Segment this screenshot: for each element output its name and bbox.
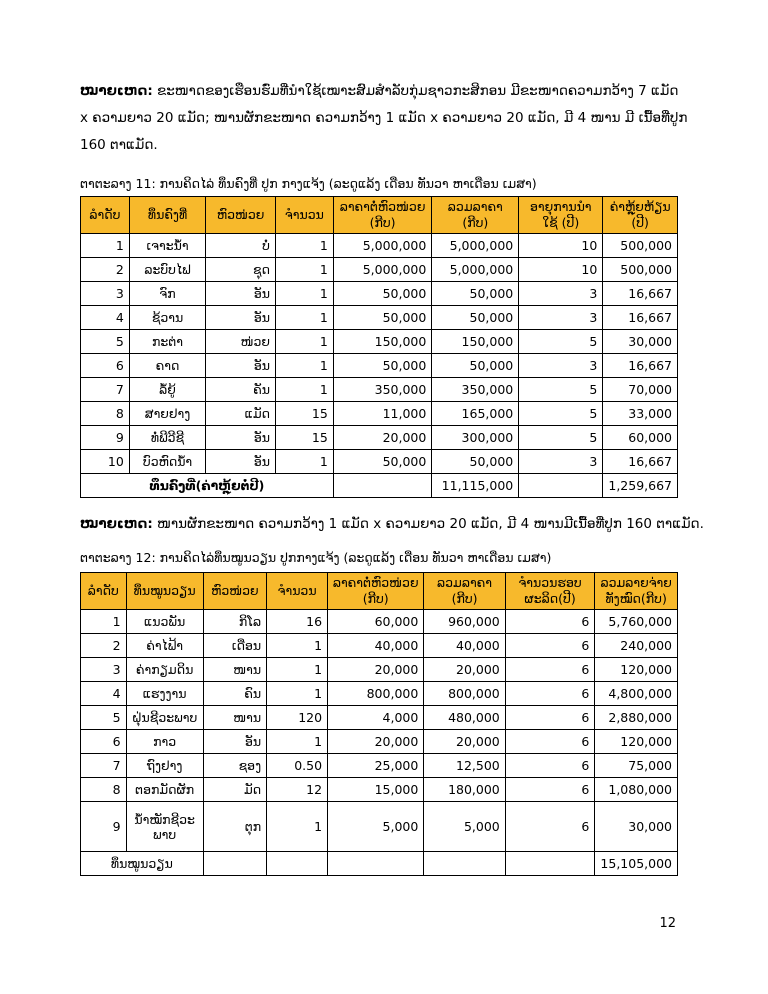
cell-years: 6 — [505, 682, 595, 706]
cell-years: 5 — [519, 426, 603, 450]
table11-caption: ຕາຕະລາງ 11: ການຄິດໄລ່ ທຶນຄົງທີ່ ປູກ ກາງແຈ້ງ (ລະດູແລ້ງ ເດືອນ ທັນວາ ຫາເດືອນ ເມສາ) — [80, 176, 537, 191]
cell-no: 9 — [81, 426, 130, 450]
cell-per-year: 120,000 — [595, 730, 678, 754]
cell-item: ຕອກມັດຜັກ — [126, 778, 203, 802]
table-row — [81, 754, 678, 778]
cell-no: 2 — [81, 634, 127, 658]
cell-qty: 1 — [275, 450, 333, 474]
cell-total: 350,000 — [432, 378, 519, 402]
cell-no: 1 — [81, 610, 127, 634]
table-row — [81, 802, 678, 852]
cell-item: ທໍ່ພີວີຊີ — [129, 426, 205, 450]
table11-header-row — [81, 197, 678, 234]
cell-qty: 1 — [267, 658, 328, 682]
header-unit-price: ລາຄາຕໍ່ຫົວໜ່ວຍ (ກີບ) — [328, 573, 424, 610]
cell-years: 6 — [505, 754, 595, 778]
cell-qty: 1 — [275, 234, 333, 258]
cell-unit-price: 50,000 — [333, 306, 432, 330]
cell-qty: 120 — [267, 706, 328, 730]
cell-per-year: 240,000 — [595, 634, 678, 658]
cell-unit: ແມັດ — [206, 402, 276, 426]
cell-total: 50,000 — [432, 450, 519, 474]
cell-per-year: 500,000 — [603, 258, 678, 282]
cell-years: 6 — [505, 730, 595, 754]
cell-years: 10 — [519, 234, 603, 258]
cell-qty: 1 — [275, 330, 333, 354]
header-total: ລວມລາຄາ (ກີບ) — [424, 573, 505, 610]
cell-qty: 1 — [267, 730, 328, 754]
note-label: ໝາຍເຫດ: — [80, 516, 153, 532]
cell-unit-price: 20,000 — [328, 730, 424, 754]
cell-years: 6 — [505, 802, 595, 852]
cell-no: 9 — [81, 802, 127, 852]
cell-qty: 1 — [275, 378, 333, 402]
header-no: ລຳດັບ — [81, 573, 127, 610]
cell-total: 180,000 — [424, 778, 505, 802]
header-unit-price: ລາຄາຕໍ່ຫົວໜ່ວຍ (ກີບ) — [333, 197, 432, 234]
cell-unit: ຄັນ — [206, 378, 276, 402]
table-row — [81, 658, 678, 682]
cell-qty: 1 — [275, 282, 333, 306]
cell-item: ຊ້ວານ — [129, 306, 205, 330]
cell-total: 150,000 — [432, 330, 519, 354]
cell-no: 8 — [81, 402, 130, 426]
cell-total: 960,000 — [424, 610, 505, 634]
cell-no: 5 — [81, 706, 127, 730]
header-qty: ຈຳນວນ — [275, 197, 333, 234]
cell-total: 50,000 — [432, 306, 519, 330]
header-item: ທຶນຄົງທີ່ — [129, 197, 205, 234]
cell-unit-price: 800,000 — [328, 682, 424, 706]
cell-per-year: 75,000 — [595, 754, 678, 778]
cell-unit-price: 350,000 — [333, 378, 432, 402]
cell-item: ຈົກ — [129, 282, 205, 306]
cell-unit-price: 20,000 — [333, 426, 432, 450]
cell-unit: ຄົນ — [203, 682, 266, 706]
table-row — [81, 730, 678, 754]
total-label: ທຶນໝູນວຽນ — [81, 852, 204, 876]
cell-years: 6 — [505, 610, 595, 634]
cell-unit: ອັນ — [206, 306, 276, 330]
cell-unit: ອັນ — [206, 426, 276, 450]
cell-total: 20,000 — [424, 730, 505, 754]
cell-no: 2 — [81, 258, 130, 282]
header-qty: ຈຳນວນ — [267, 573, 328, 610]
note-text: ໜານຜັກຂະໜາດ ຄວາມກວ້າງ 1 ແມັດ x ຄວາມຍາວ 20 ແມັດ, ມີ 4 ໜານມີເນື້ອທີ່ປູກ 160 ຕາແມັດ. — [152, 516, 704, 532]
total-row — [81, 474, 678, 498]
empty-cell — [203, 852, 266, 876]
cell-per-year: 16,667 — [603, 354, 678, 378]
cell-item: ນ້ຳໝັກຊີວະພາບ — [126, 802, 203, 852]
cell-per-year: 60,000 — [603, 426, 678, 450]
cell-total: 50,000 — [432, 354, 519, 378]
cell-total: 50,000 — [432, 282, 519, 306]
cell-unit: ໜານ — [203, 706, 266, 730]
cell-per-year: 33,000 — [603, 402, 678, 426]
cell-item: ເຈາະນ້ຳ — [129, 234, 205, 258]
table-row — [81, 282, 678, 306]
table-row — [81, 330, 678, 354]
cell-unit: ໜານ — [203, 658, 266, 682]
cell-qty: 1 — [275, 258, 333, 282]
table-row — [81, 682, 678, 706]
cell-no: 4 — [81, 682, 127, 706]
cell-item: ຄ່າກຽມດິນ — [126, 658, 203, 682]
cell-per-year: 2,880,000 — [595, 706, 678, 730]
header-unit: ຫົວໜ່ວຍ — [203, 573, 266, 610]
table-row — [81, 450, 678, 474]
table12-caption: ຕາຕະລາງ 12: ການຄິດໄລ່ທຶນໝູນວຽນ ປູກກາງແຈ້ງ (ລະດູແລ້ງ ເດືອນ ທັນວາ ຫາເດືອນ ເມສາ) — [80, 550, 552, 565]
cell-unit-price: 50,000 — [333, 282, 432, 306]
cell-qty: 1 — [267, 634, 328, 658]
cell-item: ລະບົບໄຟ — [129, 258, 205, 282]
cell-per-year: 120,000 — [595, 658, 678, 682]
cell-item: ແນວພັນ — [126, 610, 203, 634]
working-capital-table — [80, 572, 678, 876]
cell-no: 4 — [81, 306, 130, 330]
cell-per-year: 4,800,000 — [595, 682, 678, 706]
cell-no: 1 — [81, 234, 130, 258]
cell-per-year: 1,080,000 — [595, 778, 678, 802]
cell-years: 6 — [505, 658, 595, 682]
cell-no: 7 — [81, 378, 130, 402]
header-per-year: ລວມລາຍຈ່າຍ ທັງໝົດ(ກີບ) — [595, 573, 678, 610]
cell-item: ແຮງງານ — [126, 682, 203, 706]
note-label: ໝາຍເຫດ: — [80, 83, 153, 99]
cell-total: 165,000 — [432, 402, 519, 426]
total-row — [81, 852, 678, 876]
cell-years: 5 — [519, 330, 603, 354]
empty-cell — [505, 852, 595, 876]
cell-qty: 15 — [275, 426, 333, 450]
cell-item: ກາວ — [126, 730, 203, 754]
table-row — [81, 258, 678, 282]
cell-unit-price: 25,000 — [328, 754, 424, 778]
cell-qty: 15 — [275, 402, 333, 426]
cell-item: ຄ່າໄຟ້າ — [126, 634, 203, 658]
table-row — [81, 354, 678, 378]
cell-unit-price: 5,000 — [328, 802, 424, 852]
cell-no: 10 — [81, 450, 130, 474]
header-no: ລຳດັບ — [81, 197, 130, 234]
cell-no: 5 — [81, 330, 130, 354]
fixed-capital-table — [80, 196, 678, 498]
header-unit: ຫົວໜ່ວຍ — [206, 197, 276, 234]
cell-years: 3 — [519, 282, 603, 306]
table-row — [81, 234, 678, 258]
cell-unit: ຊຸດ — [206, 258, 276, 282]
cell-per-year: 16,667 — [603, 306, 678, 330]
cell-per-year: 500,000 — [603, 234, 678, 258]
cell-unit: ອັນ — [206, 450, 276, 474]
table-row — [81, 402, 678, 426]
note-text: ຂະໜາດຂອງເຮືອນຮົ່ມທີ່ນຳໃຊ້ເໝາະສົມສຳລັບກຸ່ມຊາວກະສິກອນ ມີຂະໜາດຄວາມກວ້າງ 7 ແມັດ x ຄວາມຍາວ 20 ແມັດ; ໜານຜັກຂະໜາດ ຄວາມກວ້າງ 1 ແມັດ x ຄວາມຍາວ 20 ແມັດ, ມີ 4 ໜານ ມີ ເນື້ອທີ່ປູກ 160 ຕາແມັດ. — [80, 83, 688, 153]
cell-years: 3 — [519, 450, 603, 474]
cell-qty: 1 — [267, 682, 328, 706]
empty-cell — [424, 852, 505, 876]
cell-item: ຖົງຢາງ — [126, 754, 203, 778]
cell-unit: ອັນ — [203, 730, 266, 754]
cell-per-year: 70,000 — [603, 378, 678, 402]
cell-unit: ອັນ — [206, 354, 276, 378]
cell-no: 8 — [81, 778, 127, 802]
cell-years: 10 — [519, 258, 603, 282]
table-row — [81, 634, 678, 658]
cell-years: 3 — [519, 354, 603, 378]
cell-qty: 1 — [275, 354, 333, 378]
cell-unit: ມັດ — [203, 778, 266, 802]
cell-years: 5 — [519, 402, 603, 426]
table-row — [81, 426, 678, 450]
empty-cell — [519, 474, 603, 498]
cell-years: 6 — [505, 778, 595, 802]
empty-cell — [328, 852, 424, 876]
cell-qty: 12 — [267, 778, 328, 802]
total-sum: 11,115,000 — [432, 474, 519, 498]
cell-item: ກະຕ່າ — [129, 330, 205, 354]
total-value: 15,105,000 — [595, 852, 678, 876]
cell-total: 800,000 — [424, 682, 505, 706]
cell-years: 6 — [505, 706, 595, 730]
cell-total: 12,500 — [424, 754, 505, 778]
cell-no: 3 — [81, 658, 127, 682]
empty-cell — [333, 474, 432, 498]
cell-total: 300,000 — [432, 426, 519, 450]
total-depreciation: 1,259,667 — [603, 474, 678, 498]
cell-item: ສາຍຢາງ — [129, 402, 205, 426]
empty-cell — [267, 852, 328, 876]
cell-unit: ໜ່ວຍ — [206, 330, 276, 354]
cell-item: ບົວຫົດນ້ຳ — [129, 450, 205, 474]
cell-unit-price: 5,000,000 — [333, 258, 432, 282]
cell-total: 5,000 — [424, 802, 505, 852]
cell-years: 3 — [519, 306, 603, 330]
header-item: ທຶນໝູນວຽນ — [126, 573, 203, 610]
cell-no: 6 — [81, 354, 130, 378]
cell-item: ຄາດ — [129, 354, 205, 378]
table-row — [81, 706, 678, 730]
cell-no: 6 — [81, 730, 127, 754]
cell-unit-price: 20,000 — [328, 658, 424, 682]
cell-unit-price: 50,000 — [333, 450, 432, 474]
cell-unit: ຊອງ — [203, 754, 266, 778]
cell-unit: ອັນ — [206, 282, 276, 306]
table-row — [81, 610, 678, 634]
cell-per-year: 30,000 — [595, 802, 678, 852]
cell-per-year: 16,667 — [603, 450, 678, 474]
cell-total: 40,000 — [424, 634, 505, 658]
page-number: 12 — [659, 916, 676, 931]
cell-qty: 1 — [267, 802, 328, 852]
cell-per-year: 5,760,000 — [595, 610, 678, 634]
cell-no: 7 — [81, 754, 127, 778]
cell-unit: ກິໂລ — [203, 610, 266, 634]
table-row — [81, 778, 678, 802]
note-greenhouse-size — [80, 78, 690, 159]
cell-years: 6 — [505, 634, 595, 658]
table12-header-row — [81, 573, 678, 610]
cell-unit-price: 4,000 — [328, 706, 424, 730]
cell-per-year: 30,000 — [603, 330, 678, 354]
cell-total: 5,000,000 — [432, 258, 519, 282]
cell-qty: 0.50 — [267, 754, 328, 778]
cell-unit: ຕຸກ — [203, 802, 266, 852]
cell-unit-price: 150,000 — [333, 330, 432, 354]
cell-total: 20,000 — [424, 658, 505, 682]
table-row — [81, 378, 678, 402]
cell-item: ລໍ້ຍູ້ — [129, 378, 205, 402]
cell-unit: ບໍ່ — [206, 234, 276, 258]
cell-unit-price: 5,000,000 — [333, 234, 432, 258]
cell-unit-price: 40,000 — [328, 634, 424, 658]
note-bed-size — [80, 511, 704, 538]
total-label: ທຶນຄົງທີ່(ຄ່າຫຼຸ້ຍຕໍ່ປີ) — [81, 474, 334, 498]
cell-per-year: 16,667 — [603, 282, 678, 306]
cell-total: 480,000 — [424, 706, 505, 730]
table-row — [81, 306, 678, 330]
cell-unit-price: 11,000 — [333, 402, 432, 426]
cell-qty: 1 — [275, 306, 333, 330]
cell-qty: 16 — [267, 610, 328, 634]
cell-unit: ເດືອນ — [203, 634, 266, 658]
cell-item: ຝຸ່ນຊີວະພາບ — [126, 706, 203, 730]
cell-unit-price: 15,000 — [328, 778, 424, 802]
cell-total: 5,000,000 — [432, 234, 519, 258]
header-years: ອາຍຸການນຳໃຊ້ (ປີ) — [519, 197, 603, 234]
header-total: ລວມລາຄາ (ກີບ) — [432, 197, 519, 234]
cell-no: 3 — [81, 282, 130, 306]
cell-years: 5 — [519, 378, 603, 402]
cell-unit-price: 50,000 — [333, 354, 432, 378]
cell-unit-price: 60,000 — [328, 610, 424, 634]
header-years: ຈຳນວນຮອບ ຜະລິດ(ປີ) — [505, 573, 595, 610]
header-per-year: ຄ່າຫຼຸ້ຍຫ້ຽນ (ປີ) — [603, 197, 678, 234]
